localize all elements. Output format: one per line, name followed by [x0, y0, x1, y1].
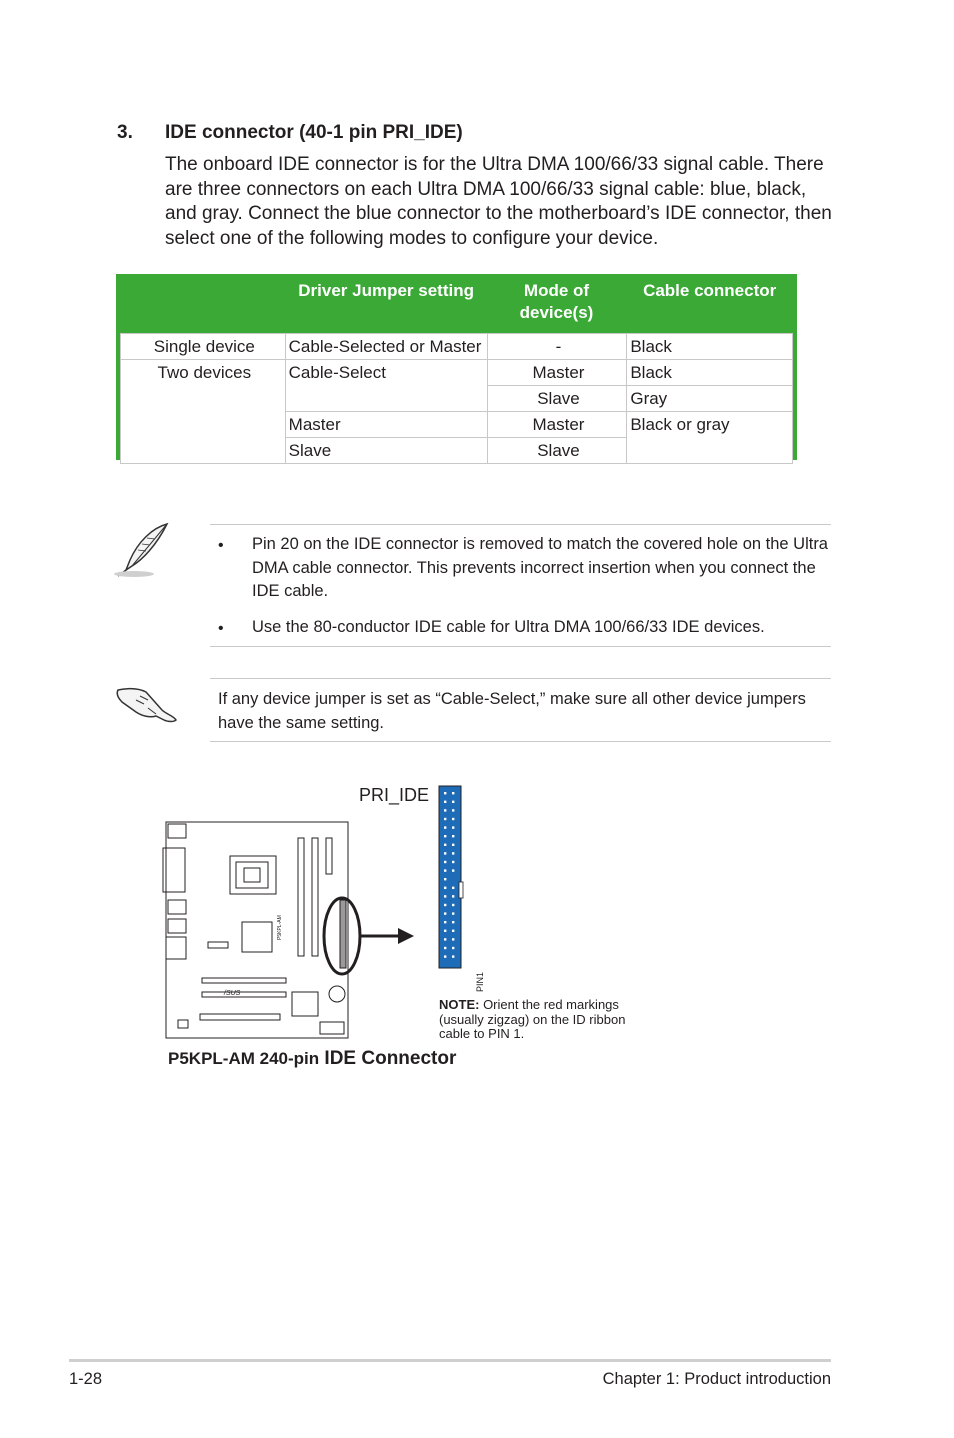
- connector-pin: [444, 887, 446, 889]
- pin1-label: PIN1: [475, 971, 485, 992]
- intro-text: The onboard IDE connector is for the Ultra DMA 100/66/33 signal cable. There are three connectors on each Ultra DMA 100/66/33 signal cable: blue, black, and gray. Connect the blue connector to the motherboard’s IDE connector, then select one of the following modes to configure your device.: [165, 154, 832, 249]
- connector-pin: [452, 818, 454, 820]
- section-number: 3.: [117, 122, 133, 143]
- connector-pin: [452, 930, 454, 932]
- connector-pin: [452, 826, 454, 828]
- connector-pin: [444, 895, 446, 897]
- connector-pin: [444, 930, 446, 932]
- jumper-settings-table: [120, 275, 793, 464]
- cell-jumper: Cable-Select: [285, 360, 487, 412]
- connector-pin: [452, 801, 454, 803]
- header-cable: Cable connector: [627, 275, 793, 334]
- row-label: Two devices: [121, 360, 286, 464]
- connector-pin: [452, 844, 454, 846]
- connector-pin: [444, 904, 446, 906]
- note-text: Orient the red markings (usually zigzag) on the ID ribbon cable to PIN 1.: [439, 997, 626, 1041]
- connector-pin: [444, 809, 446, 811]
- asus-logo: /SUS: [224, 990, 241, 997]
- connector-pin: [452, 955, 454, 957]
- connector-pin: [444, 955, 446, 957]
- section-heading: [117, 122, 463, 144]
- orientation-note: [439, 998, 649, 1042]
- cell-mode: Slave: [487, 438, 627, 464]
- table-row: [121, 334, 793, 360]
- connector-pin: [452, 861, 454, 863]
- warning-text: If any device jumper is set as “Cable-Select,” make sure all other device jumpers have the same setting.: [218, 690, 806, 732]
- bullet-marker: •: [218, 620, 224, 637]
- cell-mode: Slave: [487, 386, 627, 412]
- connector-pin: [452, 938, 454, 940]
- cell-mode: Master: [487, 412, 627, 438]
- connector-pin: [452, 792, 454, 794]
- connector-pin: [444, 818, 446, 820]
- motherboard-diagram: [160, 782, 485, 1044]
- cell-jumper: Slave: [285, 438, 487, 464]
- caption-title: IDE Connector: [319, 1048, 457, 1069]
- cell-cable: Black: [627, 334, 793, 360]
- connector-label: PRI_IDE: [359, 785, 430, 805]
- cell-jumper: Master: [285, 412, 487, 438]
- board-label: P5KPL-AM: [277, 915, 283, 940]
- feather-pen-icon: [112, 520, 174, 580]
- connector-pin: [452, 835, 454, 837]
- note-bullet-1: Pin 20 on the IDE connector is removed to match the covered hole on the Ultra DMA cable connector. This prevents incorrect insertion when you connect the IDE cable.: [252, 535, 828, 600]
- connector-pin: [452, 904, 454, 906]
- connector-pin: [452, 895, 454, 897]
- note-rule-bottom: [210, 646, 831, 647]
- connector-pin: [444, 835, 446, 837]
- chapter-title: Chapter 1: Product introduction: [602, 1370, 831, 1388]
- table-row: [121, 360, 793, 386]
- onboard-ide-connector: [340, 900, 346, 968]
- arrow-head: [398, 928, 414, 944]
- figure-caption: [168, 1048, 456, 1070]
- connector-pin: [444, 792, 446, 794]
- caption-model: P5KPL-AM 240-pin: [168, 1049, 320, 1068]
- connector-pin: [444, 869, 446, 871]
- intro-paragraph: [165, 153, 835, 251]
- connector-pin: [452, 921, 454, 923]
- header-mode-text: Mode of device(s): [519, 281, 594, 322]
- connector-pin: [444, 861, 446, 863]
- page-number: 1-28: [69, 1370, 103, 1388]
- connector-pin: [444, 801, 446, 803]
- cell-jumper: Cable-Selected or Master: [285, 334, 487, 360]
- note-rule-top: [210, 524, 831, 525]
- connector-pin: [444, 826, 446, 828]
- cell-cable: Black: [627, 360, 793, 386]
- warning-rule-bottom: [210, 741, 831, 742]
- footer-rule: [69, 1359, 831, 1362]
- row-label: Single device: [121, 334, 286, 360]
- connector-pin: [444, 938, 446, 940]
- connector-pin: [444, 921, 446, 923]
- connector-pin: [452, 809, 454, 811]
- connector-pin: [452, 852, 454, 854]
- cell-cable: Black or gray: [627, 412, 793, 464]
- note-bullet-2: Use the 80-conductor IDE cable for Ultra DMA 100/66/33 IDE devices.: [252, 618, 765, 636]
- section-title: IDE connector (40-1 pin PRI_IDE): [165, 122, 463, 143]
- connector-pin: [452, 912, 454, 914]
- ide-connector-enlarged: [439, 786, 463, 968]
- connector-pin: [452, 869, 454, 871]
- cell-mode: -: [487, 334, 627, 360]
- connector-pin: [444, 844, 446, 846]
- connector-pin: [444, 852, 446, 854]
- warning-rule-top: [210, 678, 831, 679]
- bullet-marker: •: [218, 537, 224, 554]
- connector-pin: [452, 887, 454, 889]
- table-header-row: [121, 275, 793, 334]
- pointing-hand-icon: [114, 676, 180, 724]
- motherboard-outline: [163, 822, 348, 1038]
- connector-pin: [444, 912, 446, 914]
- header-blank: [121, 275, 286, 334]
- header-mode: [487, 275, 627, 334]
- cell-cable: Gray: [627, 386, 793, 412]
- connector-pin: [444, 878, 446, 880]
- connector-pin: [444, 947, 446, 949]
- header-jumper: Driver Jumper setting: [285, 275, 487, 334]
- note-label: NOTE:: [439, 997, 480, 1012]
- cell-mode: Master: [487, 360, 627, 386]
- connector-pin: [452, 947, 454, 949]
